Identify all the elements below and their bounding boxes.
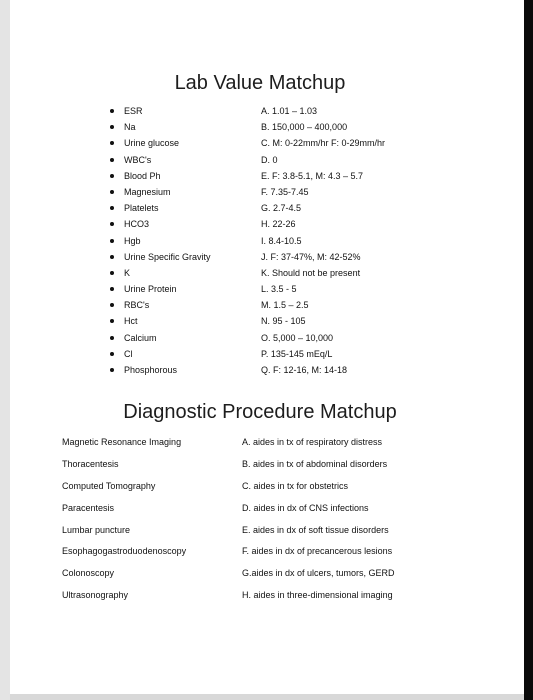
lab-test-item: Urine Specific Gravity xyxy=(110,249,211,265)
lab-test-item: Blood Ph xyxy=(110,168,211,184)
lab-test-item: Hgb xyxy=(110,233,211,249)
procedure-name-item: Esophagogastroduodenoscopy xyxy=(62,546,187,557)
lab-value-item: M. 1.5 – 2.5 xyxy=(261,300,309,311)
bullet-icon xyxy=(110,158,114,162)
lab-test-item: Urine Protein xyxy=(110,281,211,297)
lab-value-item: A. 1.01 – 1.03 xyxy=(261,106,318,116)
bullet-icon xyxy=(110,287,114,291)
bottom-border xyxy=(10,694,524,700)
lab-test-item: RBC's xyxy=(110,297,211,313)
procedure-name-item: Ultrasonography xyxy=(62,590,129,601)
lab-value-list xyxy=(261,103,385,378)
lab-test-item: Cl xyxy=(110,346,211,362)
bullet-icon xyxy=(110,271,114,275)
lab-title: Lab Value Matchup xyxy=(174,72,346,94)
procedure-name-item: Thoracentesis xyxy=(62,458,119,469)
procedure-use-item: F. aides in dx of precancerous lesions xyxy=(242,546,393,557)
lab-test-item: Urine glucose xyxy=(110,135,211,151)
procedure-use-item: C. aides in tx for obstetrics xyxy=(242,480,349,491)
bullet-icon xyxy=(110,239,114,243)
bullet-icon xyxy=(110,368,114,372)
procedure-use-item: B. aides in tx of abdominal disorders xyxy=(242,458,388,469)
lab-test-item: HCO3 xyxy=(110,216,211,232)
left-border xyxy=(0,0,10,700)
procedure-name-item: Paracentesis xyxy=(62,502,115,513)
lab-test-item: Magnesium xyxy=(110,184,211,200)
bullet-icon xyxy=(110,125,114,129)
lab-value-item: H. 22-26 xyxy=(261,219,296,230)
lab-value-item: E. F: 3.8-5.1, M: 4.3 – 5.7 xyxy=(261,170,364,181)
bullet-icon xyxy=(110,352,114,356)
lab-test-item: ESR xyxy=(110,103,211,119)
lab-value-item: P. 135-145 mEq/L xyxy=(261,348,333,359)
lab-value-item: Q. F: 12-16, M: 14-18 xyxy=(261,365,348,375)
bullet-icon xyxy=(110,174,114,178)
procedure-name-item: Colonoscopy xyxy=(62,568,115,579)
bullet-icon xyxy=(110,206,114,210)
lab-value-item: I. 8.4-10.5 xyxy=(261,235,302,246)
lab-test-item: Na xyxy=(110,119,211,135)
bullet-icon xyxy=(110,141,114,145)
lab-test-list xyxy=(110,103,211,378)
lab-test-item: K xyxy=(110,265,211,281)
procedure-use-item: A. aides in tx of respiratory distress xyxy=(242,437,383,447)
right-border xyxy=(524,0,533,700)
lab-value-item: L. 3.5 - 5 xyxy=(261,284,297,295)
procedure-title: Diagnostic Procedure Matchup xyxy=(123,401,397,423)
bullet-icon xyxy=(110,109,114,113)
lab-value-item: J. F: 37-47%, M: 42-52% xyxy=(261,251,361,262)
procedure-name-item: Magnetic Resonance Imaging xyxy=(62,437,182,447)
bullet-icon xyxy=(110,336,114,340)
lab-value-item: G. 2.7-4.5 xyxy=(261,203,302,214)
procedure-use-item: E. aides in dx of soft tissue disorders xyxy=(242,524,389,535)
procedure-use-item: G.aides in dx of ulcers, tumors, GERD xyxy=(242,568,395,579)
procedure-use-item: D. aides in dx of CNS infections xyxy=(242,502,369,513)
lab-test-item: Hct xyxy=(110,313,211,329)
lab-value-item: D. 0 xyxy=(261,154,278,165)
bullet-icon xyxy=(110,255,114,259)
lab-test-item: WBC's xyxy=(110,152,211,168)
procedure-name-item: Lumbar puncture xyxy=(62,524,131,535)
lab-value-item: K. Should not be present xyxy=(261,267,361,278)
bullet-icon xyxy=(110,319,114,323)
lab-value-item: C. M: 0-22mm/hr F: 0-29mm/hr xyxy=(261,138,386,149)
bullet-icon xyxy=(110,222,114,226)
bullet-icon xyxy=(110,190,114,194)
lab-value-item: B. 150,000 – 400,000 xyxy=(261,122,348,133)
procedure-name-item: Computed Tomography xyxy=(62,480,156,491)
lab-test-item: Platelets xyxy=(110,200,211,216)
lab-value-item: F. 7.35-7.45 xyxy=(261,186,309,197)
procedure-use-list xyxy=(242,432,395,607)
procedure-use-item: H. aides in three-dimensional imaging xyxy=(242,590,393,601)
lab-test-item: Calcium xyxy=(110,330,211,346)
lab-value-item: N. 95 - 105 xyxy=(261,316,306,327)
procedure-name-list xyxy=(62,432,186,607)
lab-test-item: Phosphorous xyxy=(110,362,211,378)
lab-value-item: O. 5,000 – 10,000 xyxy=(261,332,334,343)
bullet-icon xyxy=(110,303,114,307)
